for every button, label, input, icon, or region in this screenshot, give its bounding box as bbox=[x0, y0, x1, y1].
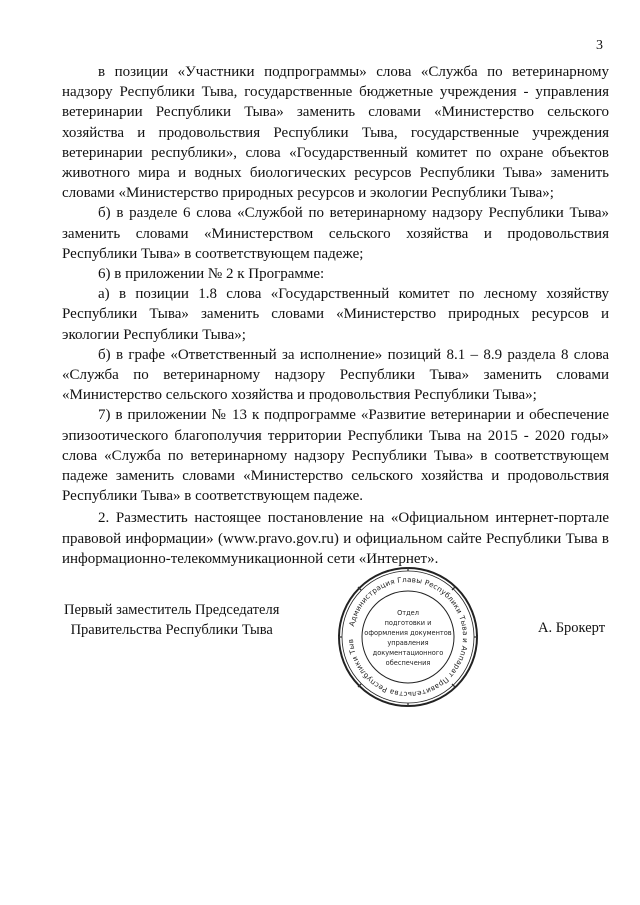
stamp-seal-icon bbox=[336, 565, 480, 709]
paragraph-position-1-8: а) в позиции 1.8 слова «Государственный комитет по лесному хозяйству Республики Тыва» заменить словами «Министерство природных ресурсов и экологии Республики Тыва»; bbox=[62, 286, 609, 343]
signatory-title-line2: Правительства Республики Тыва bbox=[70, 622, 273, 638]
official-stamp bbox=[336, 565, 480, 709]
stamp-ring-text: Администрация Главы Республики Тыва и Аппарат Правительства Республики Тыв bbox=[345, 574, 471, 700]
stamp-line: подготовки и bbox=[384, 619, 432, 627]
paragraph-responsible-column: б) в графе «Ответственный за исполнение» позиций 8.1 – 8.9 раздела 8 слова «Служба по ветеринарному надзору Республики Тыва» заменить словами «Министерство сельского хозяйства и продовольствия Республики Тыва»; bbox=[62, 346, 609, 404]
stamp-line: оформления документов bbox=[364, 629, 452, 637]
stamp-line: документационного bbox=[372, 649, 444, 657]
signatory-title-line1: Первый заместитель Председателя bbox=[64, 602, 280, 618]
signatory-name: А. Брокерт bbox=[538, 620, 606, 636]
paragraph-section-6: б) в разделе 6 слова «Службой по ветеринарному надзору Республики Тыва» заменить словами «Министерством сельского хозяйства и продовольствия Республики Тыва» в соответствующем падеже; bbox=[62, 205, 609, 262]
document-body bbox=[62, 62, 609, 569]
stamp-line: Отдел bbox=[397, 609, 419, 617]
paragraph-appendix-2: 6) в приложении № 2 к Программе: bbox=[98, 266, 325, 283]
signatory-title bbox=[64, 600, 279, 640]
paragraph-appendix-13: 7) в приложении № 13 к подпрограмме «Развитие ветеринарии и обеспечение эпизоотического благополучия территории Республики Тыва на 2015 - 2020 годы» слова «Служба по ветеринарному надзору Республики Тыва» в соответствующем падеже заменить словами «Министерство сельского хозяйства и продовольствия Республики Тыва» в соответствующем падеже. bbox=[62, 407, 609, 505]
page-number: 3 bbox=[596, 38, 603, 53]
paragraph-participants: в позиции «Участники подпрограммы» слова «Служба по ветеринарному надзору Республики Тыва, государственные бюджетные учреждения - управления ветеринарии Республики Тыва» заменить словами «Министерство сельского хозяйства и продовольствия Республики Тыва, государственные учреждения ветеринарии республики», слова «Государственный комитет по охране объектов животного мира и водных биологических ресурсов Республики Тыва» заменить словами «Министерство природных ресурсов и экологии Республики Тыва»; bbox=[62, 64, 609, 202]
stamp-line: управления bbox=[387, 639, 429, 647]
stamp-line: обеспечения bbox=[385, 659, 431, 667]
paragraph-publish: 2. Разместить настоящее постановление на «Официальном интернет-портале правовой информации» (www.pravo.gov.ru) и официальном сайте Республики Тыва в информационно-телекоммуникационной сети «Интернет». bbox=[62, 510, 609, 567]
